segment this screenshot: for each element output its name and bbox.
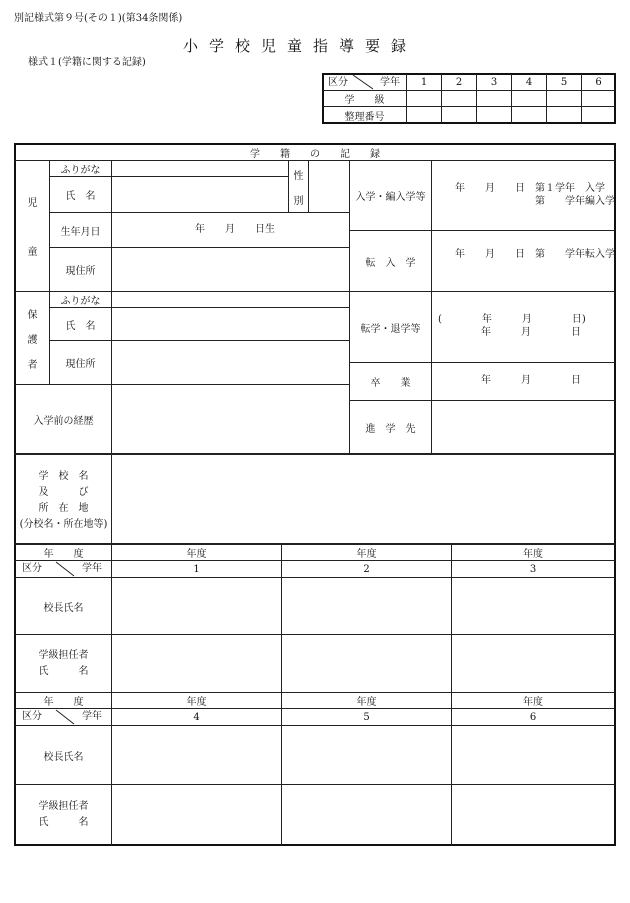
year-label-1: 年 度 — [43, 549, 84, 560]
gakunen-label: 学年 — [82, 711, 102, 722]
graduation-line1: 年 月 日 — [481, 375, 581, 386]
principal-label: 校長氏名 — [43, 751, 84, 763]
guardian-address-label: 現住所 — [65, 359, 96, 370]
entry-line1: 年 月 日 第１学年 入学 — [455, 183, 605, 194]
next-school-label: 進 学 先 — [365, 423, 416, 435]
year-cell: 年度 — [186, 697, 207, 708]
year-cell: 年度 — [523, 697, 543, 708]
year-cell: 年度 — [523, 549, 543, 560]
school-info-label: 学 校 名 及 び 所 在 地 (分校名・所在地等) — [19, 471, 108, 530]
gakunen-label: 学年 — [82, 563, 102, 574]
year-cell: 年度 — [186, 549, 207, 560]
grade-cell: 2 — [363, 563, 370, 575]
grade-header: 3 — [490, 76, 498, 88]
guardian-group-label: 保 護 者 — [27, 309, 38, 371]
principal-label: 校長氏名 — [43, 602, 84, 614]
child-name-label: 氏 名 — [65, 191, 96, 202]
sex-label: 性 別 — [293, 170, 304, 207]
grade-header: 5 — [560, 76, 568, 88]
entry-line2: 第 学年編入学 — [535, 196, 615, 207]
record-number-label: 整理番号 — [344, 111, 385, 123]
transfer-in-line1: 年 月 日 第 学年転入学 — [455, 249, 615, 260]
transfer-out-line1: ( 年 月 日) — [438, 314, 586, 325]
section-heading: 学 籍 の 記 録 — [250, 149, 380, 160]
grade-table-gakunen: 学年 — [380, 77, 400, 88]
teacher-label: 学級担任者 氏 名 — [38, 801, 89, 828]
grade-header: 4 — [525, 76, 533, 88]
page-title: 小学校児童指導要録 — [183, 37, 418, 55]
kubun-label: 区分 — [22, 711, 42, 722]
entry-label: 入学・編入学等 — [355, 192, 426, 203]
year-cell: 年度 — [356, 549, 377, 560]
grade-header: 6 — [595, 76, 602, 88]
year-label-2: 年 度 — [43, 697, 84, 708]
guardian-name-label: 氏 名 — [65, 320, 96, 332]
transfer-out-line2: 年 月 日 — [481, 327, 581, 338]
year-cell: 年度 — [356, 697, 377, 708]
grade-table-kubun: 区分 — [328, 77, 348, 88]
birthdate-format: 年 月 日生 — [195, 224, 275, 235]
kubun-label: 区分 — [22, 563, 42, 574]
transfer-in-label: 転 入 学 — [365, 257, 416, 269]
grade-cell: 1 — [193, 563, 200, 575]
child-furigana-label: ふりがな — [60, 165, 101, 176]
class-label: 学 級 — [344, 95, 385, 106]
guardian-furigana-label: ふりがな — [60, 296, 101, 307]
pre-history-label: 入学前の経歴 — [33, 415, 94, 427]
birthdate-label: 生年月日 — [60, 226, 101, 238]
grade-header: 2 — [455, 76, 463, 88]
form-reference: 別記様式第９号(その１)(第34条関係) — [14, 13, 183, 24]
graduation-label: 卒 業 — [370, 378, 411, 389]
child-address-label: 現住所 — [65, 266, 96, 277]
grade-cell: 6 — [529, 711, 537, 723]
teacher-label: 学級担任者 氏 名 — [38, 650, 89, 677]
form-subtitle: 様式１(学籍に関する記録) — [28, 57, 146, 68]
grade-header: 1 — [420, 76, 428, 88]
child-group-label: 児 童 — [27, 198, 38, 258]
transfer-out-label: 転学・退学等 — [360, 323, 421, 335]
grade-cell: 3 — [529, 563, 537, 575]
grade-cell: 4 — [193, 711, 200, 723]
grade-cell: 5 — [363, 711, 370, 723]
